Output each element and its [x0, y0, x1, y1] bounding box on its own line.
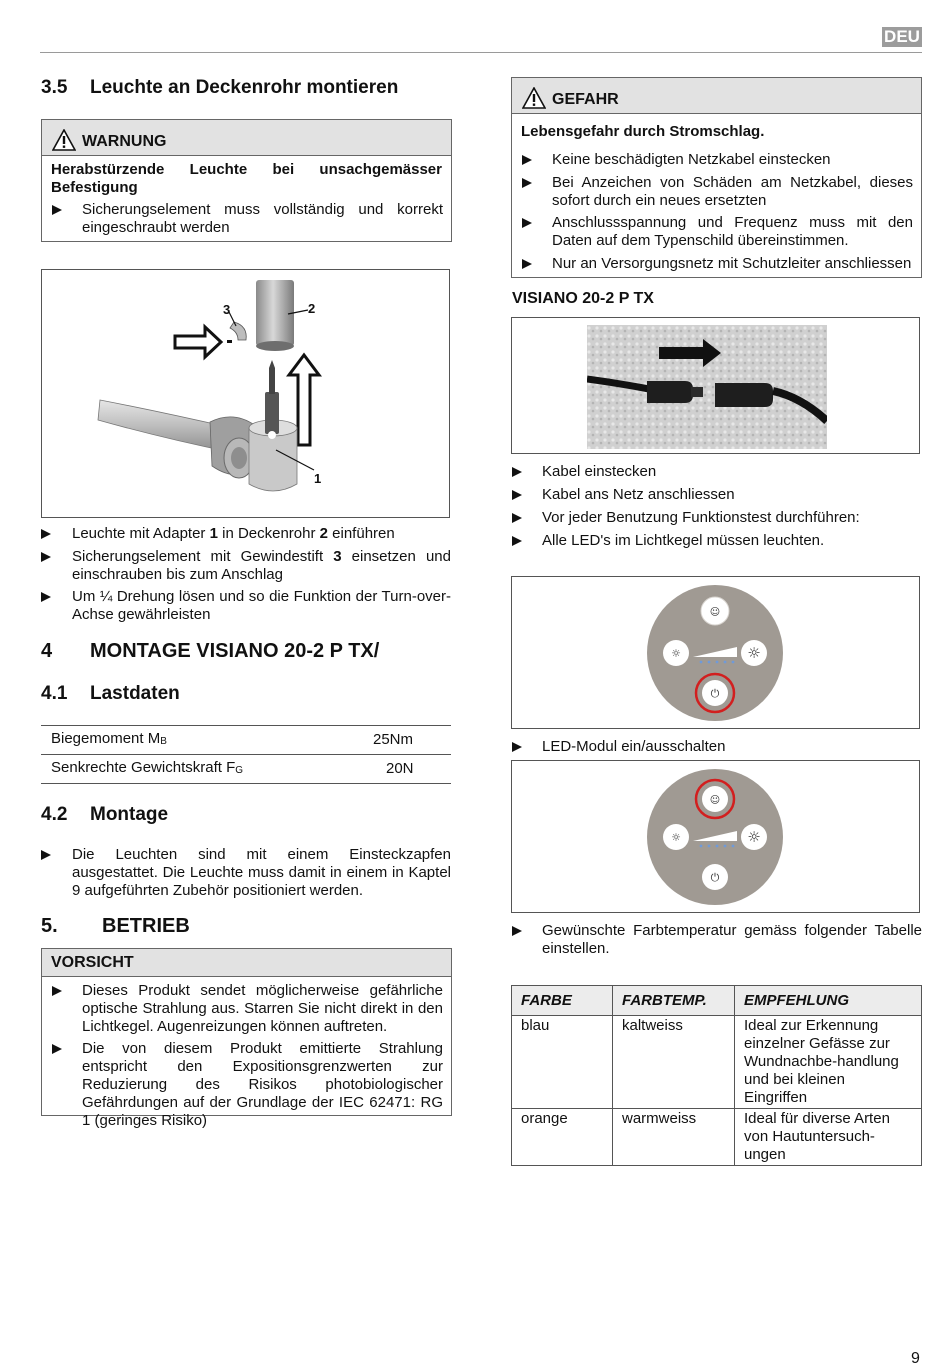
- page-number: 9: [911, 1350, 920, 1367]
- bullet-arrow-icon: [512, 467, 522, 477]
- figure-label-1: 1: [314, 471, 322, 486]
- table-row: [512, 1016, 922, 1109]
- caution-label: VORSICHT: [51, 954, 134, 971]
- caution-header: [42, 949, 451, 977]
- load-data-table: [41, 725, 451, 784]
- section-5-heading: [41, 915, 451, 939]
- danger-bullet: [522, 255, 913, 273]
- svg-text:⏻: ⏻: [710, 871, 720, 884]
- step-item: [41, 548, 451, 584]
- section-4-2-heading: [41, 804, 451, 826]
- mounting-figure: [41, 269, 450, 518]
- mounting-illustration: [42, 270, 449, 517]
- danger-text: Nur an Versorgungsnetz mit Schutzleiter anschliessen: [552, 255, 912, 272]
- column-header: EMPFEHLUNG: [735, 986, 922, 1016]
- bullet-arrow-icon: [52, 205, 62, 215]
- section-title: Montage: [90, 804, 169, 825]
- bullet-arrow-icon: [512, 926, 522, 936]
- bullet-arrow-icon: [512, 490, 522, 500]
- visiano-step-text: Kabel ans Netz anschliessen: [542, 486, 735, 503]
- bullet-arrow-icon: [52, 986, 62, 996]
- control-panel-power-figure: [511, 576, 920, 729]
- load-value: 25Nm: [371, 726, 451, 755]
- figure-label-3: 3: [223, 302, 231, 317]
- warning-box: [41, 119, 452, 242]
- warning-bullet: [52, 201, 443, 237]
- caution-text: Die von diesem Produkt emittierte Strahlung entspricht den Expositionsgrenzwerten zur Reduzierung des Risikos photobiologischer Gefährdungen auf der Grundlage der IEC 62471: RG 1 (geringes Risiko): [82, 1040, 443, 1129]
- danger-header: [512, 78, 921, 114]
- visiano-step: [512, 463, 922, 481]
- section-number: 4.2: [41, 804, 68, 825]
- section-number: 5.: [41, 915, 58, 937]
- warning-label: WARNUNG: [82, 133, 167, 150]
- svg-text:☼: ☼: [747, 828, 761, 846]
- led-step: [512, 738, 922, 756]
- section-title: MONTAGE VISIANO 20-2 P TX/: [90, 640, 380, 662]
- caution-bullet: [52, 1040, 443, 1130]
- svg-text:☺: ☺: [709, 607, 721, 618]
- table-cell: kaltweiss: [613, 1016, 735, 1109]
- control-panel-illustration: [645, 582, 785, 724]
- danger-text: Anschlussspannung und Frequenz muss mit den Daten auf dem Typenschild übereinstimmen.: [552, 214, 913, 249]
- visiano-step-text: Vor jeder Benutzung Funktionstest durchführen:: [542, 509, 860, 526]
- section-4-heading: [41, 640, 451, 664]
- danger-lead: Lebensgefahr durch Stromschlag.: [521, 123, 765, 140]
- step-text: Sicherungselement mit Gewindestift 3 einsetzen und einschrauben bis zum Anschlag: [72, 548, 451, 583]
- bullet-arrow-icon: [522, 218, 532, 228]
- figure-label-2: 2: [308, 301, 316, 316]
- warning-triangle-icon: [522, 87, 546, 109]
- section-title: Lastdaten: [90, 683, 180, 704]
- bullet-arrow-icon: [522, 259, 532, 269]
- bullet-arrow-icon: [512, 742, 522, 752]
- danger-text: Bei Anzeichen von Schäden am Netzkabel, dieses sofort durch ein neues ersetzten: [552, 174, 913, 209]
- control-panel-color-figure: [511, 760, 920, 913]
- bullet-arrow-icon: [52, 1044, 62, 1054]
- table-row: [41, 726, 451, 755]
- section-title: Leuchte an Deckenrohr montieren: [90, 77, 399, 98]
- bullet-arrow-icon: [41, 850, 51, 860]
- table-cell: warmweiss: [613, 1109, 735, 1166]
- bullet-arrow-icon: [512, 536, 522, 546]
- load-label: Senkrechte Gewichtskraft $F_G$: [41, 755, 371, 784]
- section-title: BETRIEB: [102, 915, 190, 937]
- visiano-step-text: Alle LED's im Lichtkegel müssen leuchten.: [542, 532, 825, 549]
- visiano-step: [512, 532, 922, 550]
- caution-box: [41, 948, 452, 1129]
- table-cell: blau: [512, 1016, 613, 1109]
- table-cell: Ideal zur Erkennung einzelner Gefässe zur Wundnachbe-handlung und bei kleinen Eingriffen: [735, 1016, 922, 1109]
- warning-header: [42, 120, 451, 156]
- table-cell: orange: [512, 1109, 613, 1166]
- danger-box: [511, 77, 922, 278]
- control-panel-illustration: [645, 766, 785, 908]
- language-badge: DEU: [882, 27, 922, 47]
- danger-label: GEFAHR: [552, 91, 619, 108]
- load-label: Biegemoment $M_B$: [41, 726, 371, 755]
- step-item: [41, 588, 451, 624]
- caution-bullet: [52, 982, 443, 1036]
- led-step-text: LED-Modul ein/ausschalten: [542, 738, 726, 755]
- cable-photo: [587, 325, 827, 449]
- visiano-step-text: Kabel einstecken: [542, 463, 657, 480]
- warning-triangle-icon: [52, 129, 76, 151]
- table-header-row: [512, 986, 922, 1016]
- visiano-step: [512, 486, 922, 504]
- cable-figure: [511, 317, 920, 454]
- step-text: Leuchte mit Adapter 1 in Deckenrohr 2 einführen: [72, 525, 395, 542]
- temp-step-text: Gewünschte Farbtemperatur gemäss folgender Tabelle einstellen.: [542, 922, 922, 957]
- bullet-arrow-icon: [41, 529, 51, 539]
- danger-bullet: [522, 174, 913, 210]
- svg-text:☺: ☺: [709, 795, 721, 806]
- section-4-1-heading: [41, 683, 451, 705]
- section-number: 4.1: [41, 683, 68, 704]
- bullet-arrow-icon: [512, 513, 522, 523]
- visiano-title: VISIANO 20-2 P TX: [512, 290, 654, 307]
- bullet-arrow-icon: [522, 155, 532, 165]
- section-3-5-heading: [41, 77, 451, 99]
- header-rule: [40, 52, 922, 53]
- step-text: Um ¼ Drehung lösen und so die Funktion der Turn-over-Achse gewährleisten: [72, 588, 451, 623]
- danger-bullet: [522, 151, 913, 169]
- section-number: 3.5: [41, 77, 68, 98]
- temp-step: [512, 922, 922, 958]
- section-number: 4: [41, 640, 53, 662]
- svg-text:⏻: ⏻: [710, 687, 720, 700]
- table-row: [512, 1109, 922, 1166]
- column-header: FARBTEMP.: [613, 986, 735, 1016]
- visiano-step: [512, 509, 922, 527]
- step-item: [41, 525, 451, 543]
- bullet-arrow-icon: [41, 592, 51, 602]
- bullet-arrow-icon: [522, 178, 532, 188]
- color-temperature-table: [511, 985, 922, 1166]
- warning-lead: Herabstürzende Leuchte bei unsachgemässer Befestigung: [51, 161, 442, 196]
- column-header: FARBE: [512, 986, 613, 1016]
- bullet-arrow-icon: [41, 552, 51, 562]
- montage-item: [41, 846, 451, 900]
- table-cell: Ideal für diverse Arten von Hautuntersuch-ungen: [735, 1109, 922, 1166]
- montage-text: Die Leuchten sind mit einem Einsteckzapfen ausgestattet. Die Leuchte muss damit in einem in Kaptel 9 aufgeführten Zubehör positioniert werden.: [72, 846, 451, 899]
- danger-bullet: [522, 214, 913, 250]
- load-value: 20N: [371, 755, 451, 784]
- svg-text:☼: ☼: [671, 647, 681, 660]
- svg-text:☼: ☼: [671, 831, 681, 844]
- warning-bullet-text: Sicherungselement muss vollständig und korrekt eingeschraubt werden: [82, 201, 443, 236]
- table-row: [41, 755, 451, 784]
- svg-text:☼: ☼: [747, 644, 761, 662]
- caution-text: Dieses Produkt sendet möglicherweise gefährliche optische Strahlung aus. Starren Sie nicht direkt in den Lichtkegel. Augenreizungen können auftreten.: [82, 982, 443, 1035]
- danger-text: Keine beschädigten Netzkabel einstecken: [552, 151, 831, 168]
